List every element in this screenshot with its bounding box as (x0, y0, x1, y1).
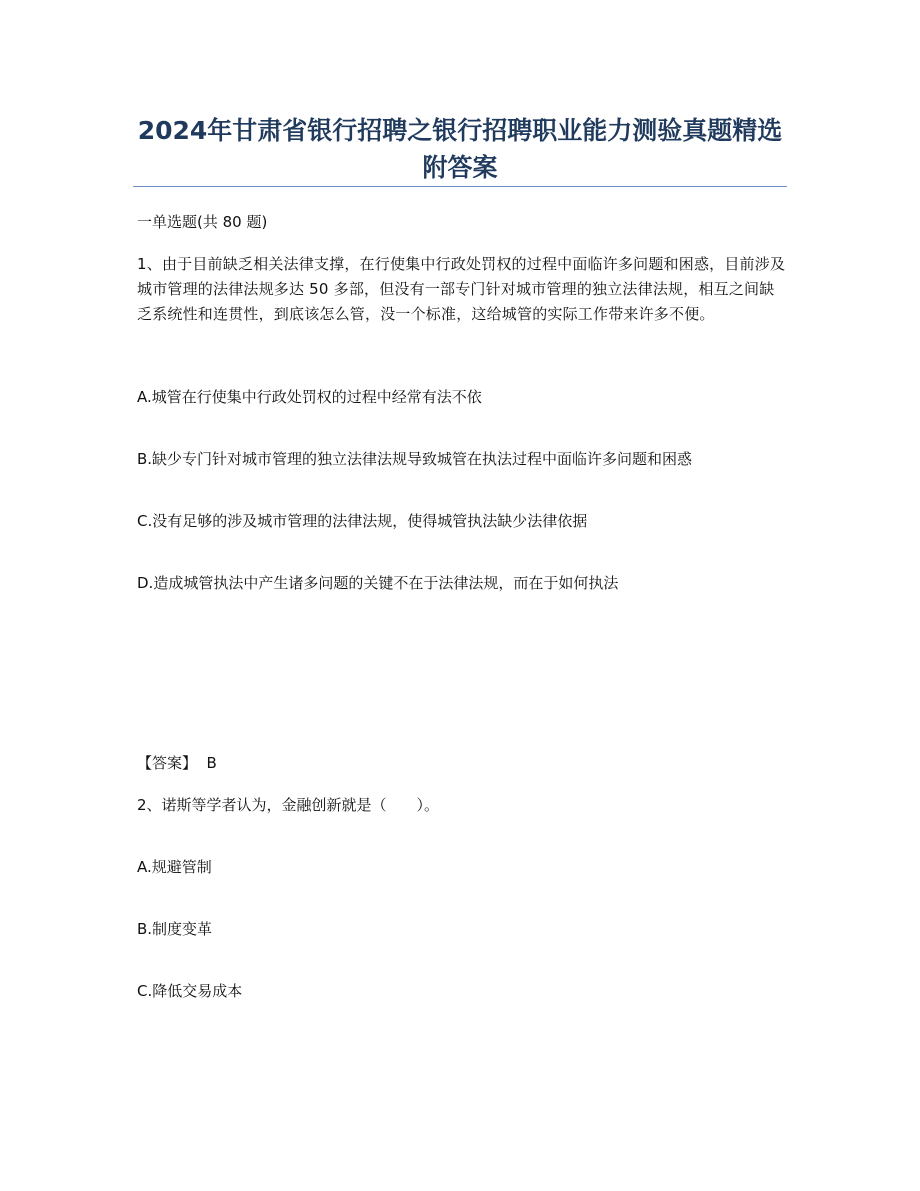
question-1-option-d: D.造成城管执法中产生诸多问题的关键不在于法律法规，而在于如何执法 (137, 574, 619, 592)
question-2-stem: 2、诺斯等学者认为，金融创新就是（ ）。 (137, 796, 440, 814)
document-title: 2024年甘肃省银行招聘之银行招聘职业能力测验真题精选附答案 (137, 116, 783, 182)
question-1-option-b: B.缺少专门针对城市管理的独立法律法规导致城管在执法过程中面临许多问题和困惑 (137, 450, 693, 468)
question-2-option-c: C.降低交易成本 (137, 982, 243, 1000)
question-1-option-a: A.城管在行使集中行政处罚权的过程中经常有法不依 (137, 388, 482, 406)
section-heading: 一单选题(共 80 题) (137, 213, 268, 231)
question-1-answer: 【答案】 B (137, 754, 217, 772)
title-divider (133, 186, 787, 187)
question-2-option-a: A.规避管制 (137, 858, 212, 876)
question-1-stem: 1、由于目前缺乏相关法律支撑，在行使集中行政处罚权的过程中面临许多问题和困惑，目前涉及城市管理的法律法规多达 50 多部，但没有一部专门针对城市管理的独立法律法规，相互之间缺乏系统性和连贯性，到底该怎么管，没一个标准，这给城管的实际工作带来许多不便。 (137, 255, 786, 323)
question-1-option-c: C.没有足够的涉及城市管理的法律法规，使得城管执法缺少法律依据 (137, 512, 588, 530)
question-2-option-b: B.制度变革 (137, 920, 213, 938)
